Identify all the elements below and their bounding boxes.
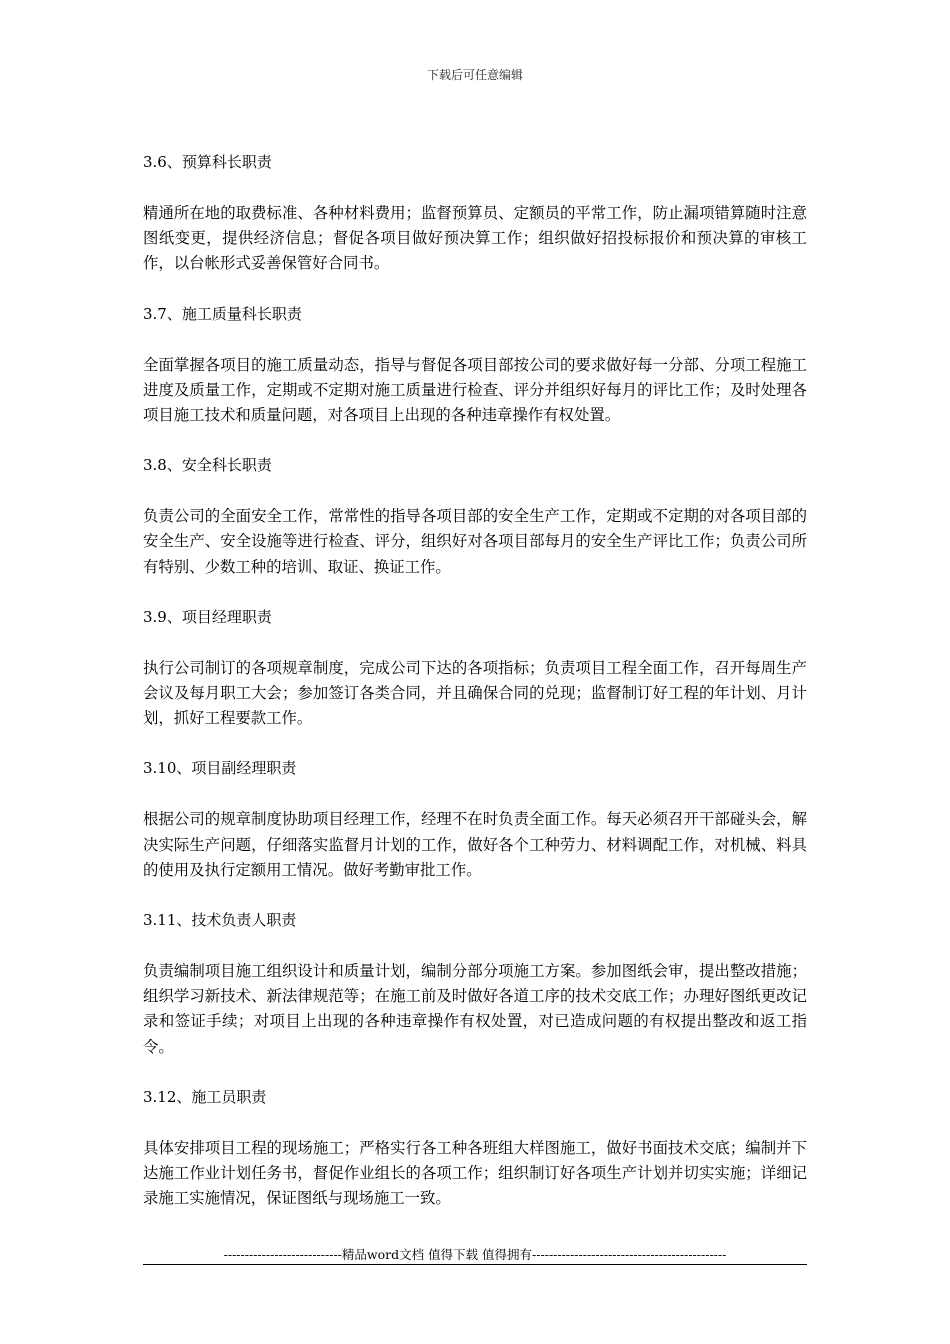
section-heading-3-12: 3.12、施工员职责 <box>143 1087 267 1106</box>
section-heading-3-11: 3.11、技术负责人职责 <box>143 911 297 930</box>
section-heading-3-9: 3.9、项目经理职责 <box>143 607 272 626</box>
footer-divider <box>143 1264 807 1265</box>
page-footer: ----------------------------精品word文档 值得下载 值得拥有---------------------------------------------- <box>223 1247 727 1262</box>
section-heading-3-6: 3.6、预算科长职责 <box>143 153 272 171</box>
section-body-3-8: 负责公司的全面安全工作，常常性的指导各项目部的安全生产工作，定期或不定期的对各项目部的安全生产、安全设施等进行检查、评分，组织好对各项目部每月的安全生产评比工作；负责公司所有特别、少数工种的培训、取证、换证工作。 <box>143 507 807 576</box>
section-heading-3-7: 3.7、施工质量科长职责 <box>143 304 302 323</box>
section-body-3-7: 全面掌握各项目的施工质量动态，指导与督促各项目部按公司的要求做好每一分部、分项工程施工进度及质量工作，定期或不定期对施工质量进行检查、评分并组织好每月的评比工作；及时处理各项目施工技术和质量问题，对各项目上出现的各种违章操作有权处置。 <box>143 355 807 425</box>
section-body-3-10: 根据公司的规章制度协助项目经理工作，经理不在时负责全面工作。每天必须召开干部碰头会，解决实际生产问题，仔细落实监督月计划的工作，做好各个工种劳力、材料调配工作，对机械、料具的使用及执行定额用工情况。做好考勤审批工作。 <box>143 810 807 879</box>
section-heading-3-10: 3.10、项目副经理职责 <box>143 759 297 778</box>
section-body-3-12: 具体安排项目工程的现场施工；严格实行各工种各班组大样图施工，做好书面技术交底；编制并下达施工作业计划任务书，督促作业组长的各项工作；组织制订好各项生产计划并切实实施；详细记录施工实施情况，保证图纸与现场施工一致。 <box>143 1138 807 1208</box>
section-heading-3-8: 3.8、安全科长职责 <box>143 456 272 475</box>
page-header: 下载后可任意编辑 <box>426 68 523 82</box>
section-body-3-11: 负责编制项目施工组织设计和质量计划，编制分部分项施工方案。参加图纸会审，提出整改措施；组织学习新技术、新法律规范等；在施工前及时做好各道工序的技术交底工作；办理好图纸更改记录和签证手续；对项目上出现的各种违章操作有权处置，对已造成问题的有权提出整改和返工指令。 <box>143 962 807 1056</box>
section-body-3-9: 执行公司制订的各项规章制度，完成公司下达的各项指标；负责项目工程全面工作，召开每周生产会议及每月职工大会；参加签订各类合同，并且确保合同的兑现；监督制订好工程的年计划、月计划，抓好工程要款工作。 <box>143 658 807 728</box>
section-body-3-6: 精通所在地的取费标准、各种材料费用；监督预算员、定额员的平常工作，防止漏项错算随时注意图纸变更，提供经济信息；督促各项目做好预决算工作；组织做好招投标报价和预决算的审核工作，以台帐形式妥善保管好合同书。 <box>143 204 807 273</box>
document-body <box>143 150 807 1236</box>
